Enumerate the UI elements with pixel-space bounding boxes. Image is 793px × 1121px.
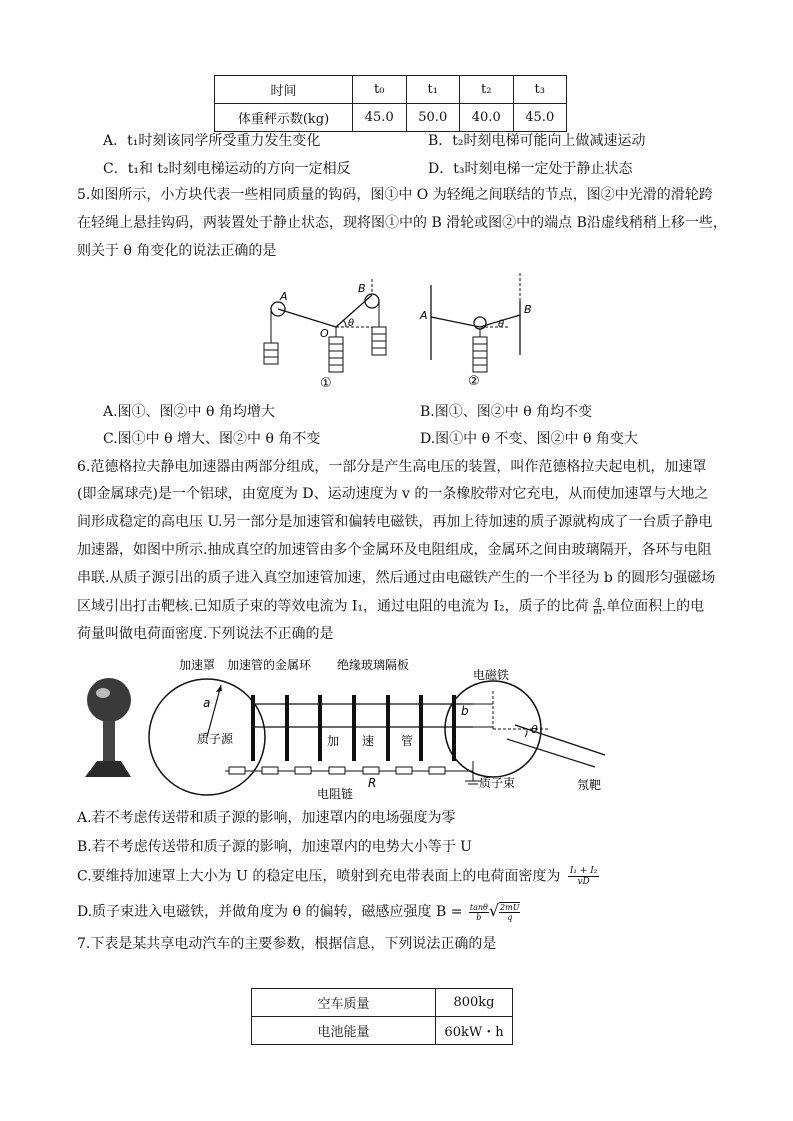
q6-option-b: B.若不考虑传送带和质子源的影响，加速罩内的电势大小等于 U — [77, 839, 472, 855]
charge-density-fraction — [568, 866, 600, 887]
q6-stem-text: .单位面积上的电 — [601, 598, 705, 615]
label-theta: θ — [531, 723, 538, 736]
table-header-cell: t₃ — [513, 76, 567, 104]
van-de-graaff-figure — [75, 655, 715, 805]
frac-den: vD — [577, 877, 590, 887]
table-cell: 60kW・h — [436, 1017, 513, 1045]
table-cell: 50.0 — [406, 104, 460, 132]
label-metal-ring: 加速管的金属环 — [227, 658, 312, 672]
table-header-cell: 时间 — [215, 76, 353, 104]
table-row — [215, 104, 567, 132]
car-parameter-table — [251, 988, 513, 1045]
q6-option-d-line — [77, 901, 520, 922]
q6-option-d: D.质子束进入电磁铁，并做角度为 θ 的偏转，磁感应强度 B = — [77, 904, 463, 920]
table-cell: 800kg — [436, 989, 513, 1017]
table-cell: 体重秤示数(kg) — [215, 104, 353, 132]
label-glass-plate: 绝缘玻璃隔板 — [337, 658, 410, 672]
label-proton-source: 质子源 — [197, 732, 234, 746]
q6-stem-line: 荷量叫做电荷面密度.下列说法不正确的是 — [77, 626, 334, 642]
sqrt-fraction — [499, 902, 520, 922]
fig2-label-theta: θ — [498, 319, 505, 330]
q6-stem-line: (即金属球壳)是一个铝球，由宽度为 D、运动速度为 v 的一条橡胶带对它充电，从而使加速罩与大地之 — [77, 486, 709, 502]
fig1-label-o: O — [320, 327, 329, 340]
generator-photo — [85, 678, 131, 777]
q6-stem-line: 加速器，如图中所示.抽成真空的加速管由多个金属环及电阻组成，金属环之间由玻璃隔开，各环与电阻 — [77, 542, 712, 558]
fig1-label-b: B — [358, 282, 366, 295]
frac-num: q — [594, 596, 601, 606]
sqrt-sign: √ — [488, 901, 500, 920]
q5-stem-line: 则关于 θ 角变化的说法正确的是 — [77, 243, 277, 259]
table-header-cell: t₂ — [460, 76, 514, 104]
frac-den: b — [476, 912, 482, 922]
q6-option-c: C.要维持加速罩上大小为 U 的稳定电压，喷射到充电带表面上的电荷面密度为 — [77, 868, 561, 885]
table-cell: 45.0 — [353, 104, 407, 132]
table-row — [215, 76, 567, 104]
frac-num: tanθ — [469, 902, 488, 912]
q6-option-a: A.若不考虑传送带和质子源的影响，加速罩内的电场强度为零 — [77, 810, 456, 826]
fig1-label-theta: θ — [348, 318, 355, 329]
scale-reading-table — [214, 75, 567, 132]
fig2-label-b: B — [524, 303, 532, 316]
q5-option-a: A.图①、图②中 θ 角均增大 — [103, 404, 275, 420]
tan-fraction — [469, 903, 489, 922]
label-magnet: 电磁铁 — [473, 668, 510, 682]
q4-option-a: A．t₁时刻该同学所受重力发生变化 — [103, 133, 321, 149]
figure-2 — [419, 273, 532, 389]
q6-stem-text: 区域引出打击靶核.已知质子束的等效电流为 I₁，通过电阻的电流为 I₂，质子的比荷 — [77, 598, 589, 615]
q4-option-b: B．t₂时刻电梯可能向上做减速运动 — [428, 133, 646, 149]
label-neon-target: 氖靶 — [577, 778, 602, 792]
table-header-cell: t₁ — [406, 76, 460, 104]
q5-stem-line: 在轻绳上悬挂钩码，两装置处于静止状态，现将图①中的 B 滑轮或图②中的端点 B沿虚线稍稍上移一些， — [77, 215, 727, 231]
frac-num: 2mU — [500, 903, 520, 912]
q5-option-c: C.图①中 θ 增大、图②中 θ 角不变 — [103, 431, 321, 447]
table-cell: 空车质量 — [252, 989, 436, 1017]
q6-stem-line: 间形成稳定的高电压 U.另一部分是加速管和偏转电磁铁，再加上待加速的质子源就构成了一台质子静电 — [77, 514, 713, 530]
q4-option-d: D．t₃时刻电梯一定处于静止状态 — [428, 161, 633, 177]
table-cell: 40.0 — [460, 104, 514, 132]
label-r: R — [368, 776, 377, 790]
q5-stem-line: 5.如图所示，小方块代表一些相同质量的钩码，图①中 O 为轻绳之间联结的节点，图②中光滑的滑轮跨 — [77, 187, 713, 203]
q6-stem-line-6 — [77, 596, 704, 617]
frac-den: m — [593, 607, 602, 617]
label-cover: 加速罩 — [179, 658, 216, 672]
table-header-cell: t₀ — [353, 76, 407, 104]
table-row — [252, 1017, 513, 1045]
label-a: a — [203, 696, 211, 710]
table-row — [252, 989, 513, 1017]
q6-option-c-line — [77, 866, 599, 887]
q5-option-b: B.图①、图②中 θ 角均不变 — [420, 404, 593, 420]
fig2-caption: ② — [468, 374, 480, 389]
label-jia: 加 — [327, 734, 340, 748]
q5-pulley-figures — [240, 265, 560, 395]
charge-mass-ratio — [593, 596, 602, 617]
label-b: b — [461, 704, 469, 718]
fig1-caption: ① — [320, 376, 332, 391]
q6-stem-line: 6.范德格拉夫静电加速器由两部分组成，一部分是产生高电压的装置，叫作范德格拉夫起电机，加速罩 — [77, 459, 707, 475]
frac-den: q — [507, 913, 513, 922]
table-cell: 45.0 — [513, 104, 567, 132]
label-guan: 管 — [401, 734, 414, 748]
table-cell: 电池能量 — [252, 1017, 436, 1045]
frac-num: I₁ + I₂ — [569, 866, 598, 876]
q5-option-d: D.图①中 θ 不变、图②中 θ 角变大 — [420, 431, 638, 447]
fig1-label-a: A — [280, 290, 288, 303]
label-proton-beam: 质子束 — [479, 776, 516, 790]
figure-1 — [264, 279, 386, 391]
label-su: 速 — [362, 734, 375, 748]
q4-option-c: C．t₁和 t₂时刻电梯运动的方向一定相反 — [103, 161, 351, 177]
q6-stem-line: 串联.从质子源引出的质子进入真空加速管加速，然后通过由电磁铁产生的一个半径为 b 的圆形匀强磁场 — [77, 570, 716, 586]
fig2-label-a: A — [420, 309, 428, 322]
q7-stem-line: 7.下表是某共享电动汽车的主要参数，根据信息，下列说法正确的是 — [77, 936, 497, 952]
label-resistor-chain: 电阻链 — [317, 787, 354, 801]
